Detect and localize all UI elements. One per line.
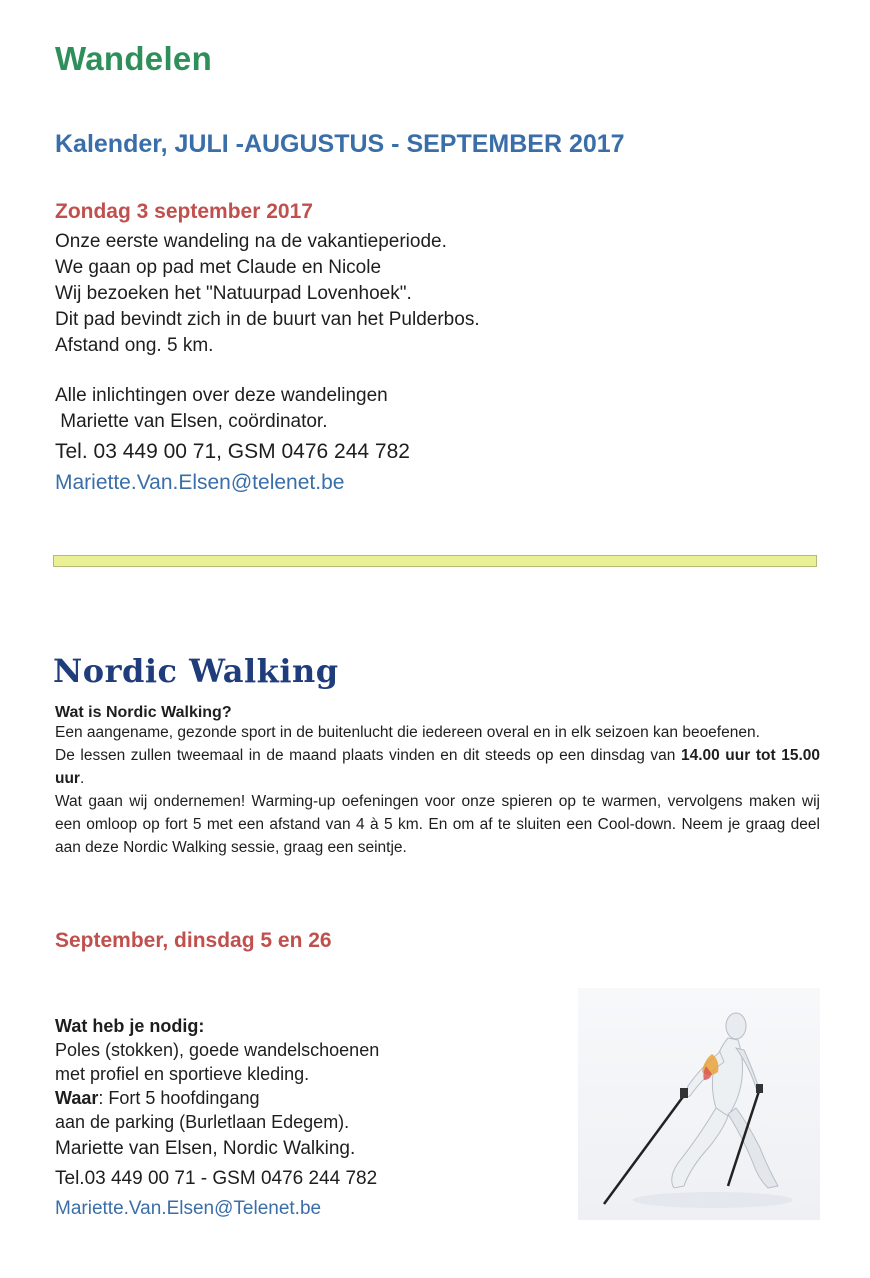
section-title-wandelen: Wandelen — [55, 40, 213, 77]
where-line-2: aan de parking (Burletlaan Edegem). — [55, 1112, 350, 1132]
nordic-paragraph-2 — [55, 744, 820, 790]
walk-date: Zondag 3 september 2017 — [55, 200, 313, 223]
walk-line: Dit pad bevindt zich in de buurt van het Pulderbos. — [55, 309, 480, 330]
walker-figure — [578, 988, 820, 1220]
nordic-contact — [55, 1134, 377, 1224]
info-line: Mariette van Elsen, coördinator. — [55, 411, 328, 432]
walk-info — [55, 383, 388, 435]
needs-label: Wat heb je nodig: — [55, 1016, 205, 1036]
where-line — [55, 1086, 379, 1110]
september-dates: September, dinsdag 5 en 26 — [55, 929, 332, 952]
nordic-question: Wat is Nordic Walking? — [55, 704, 232, 721]
lesson-text: De lessen zullen tweemaal in de maand plaats vinden en dit steeds op een dinsdag van — [55, 747, 681, 764]
nordic-paragraph-1: Een aangename, gezonde sport in de buitenlucht die iedereen overal en in elk seizoen kan beoefenen. — [55, 724, 760, 741]
where-text: : Fort 5 hoofdingang — [98, 1088, 260, 1108]
section-divider — [53, 555, 817, 567]
lesson-end: . — [79, 770, 85, 787]
walk-phone: Tel. 03 449 00 71, GSM 0476 244 782 — [55, 440, 410, 463]
contact-email-link[interactable]: Mariette.Van.Elsen@Telenet.be — [55, 1198, 322, 1219]
lesson-time: 14.00 uur tot 15.00 uur — [55, 747, 820, 787]
walk-line: Afstand ong. 5 km. — [55, 335, 214, 356]
nordic-body — [55, 721, 820, 859]
contact-phone: Tel.03 449 00 71 - GSM 0476 244 782 — [55, 1168, 378, 1189]
nordic-walking-title: Nordic Walking — [53, 652, 339, 690]
needs-line: met profiel en sportieve kleding. — [55, 1064, 310, 1084]
calendar-heading: Kalender, JULI -AUGUSTUS - SEPTEMBER 2017 — [55, 130, 625, 158]
needs-line: Poles (stokken), goede wandelschoenen — [55, 1040, 380, 1060]
info-line: Alle inlichtingen over deze wandelingen — [55, 385, 388, 406]
walk-line: We gaan op pad met Claude en Nicole — [55, 257, 382, 278]
walk-email-link[interactable]: Mariette.Van.Elsen@telenet.be — [55, 471, 345, 494]
nordic-walker-illustration — [578, 988, 820, 1220]
needs-block — [55, 1014, 379, 1134]
walk-line: Wij bezoeken het "Natuurpad Lovenhoek". — [55, 283, 412, 304]
nordic-paragraph-3: Wat gaan wij ondernemen! Warming-up oefeningen voor onze spieren op te warmen, vervolgens maken wij een omloop op fort 5 met een afstand van 4 à 5 km. En om af te sluiten een Cool-down. Neem je graag deel aan deze Nordic Walking sessie, graag een seintje. — [55, 793, 820, 856]
contact-name: Mariette van Elsen, Nordic Walking. — [55, 1138, 356, 1159]
where-label: Waar — [55, 1088, 99, 1108]
walk-line: Onze eerste wandeling na de vakantieperiode. — [55, 231, 447, 252]
walk-description — [55, 229, 480, 359]
